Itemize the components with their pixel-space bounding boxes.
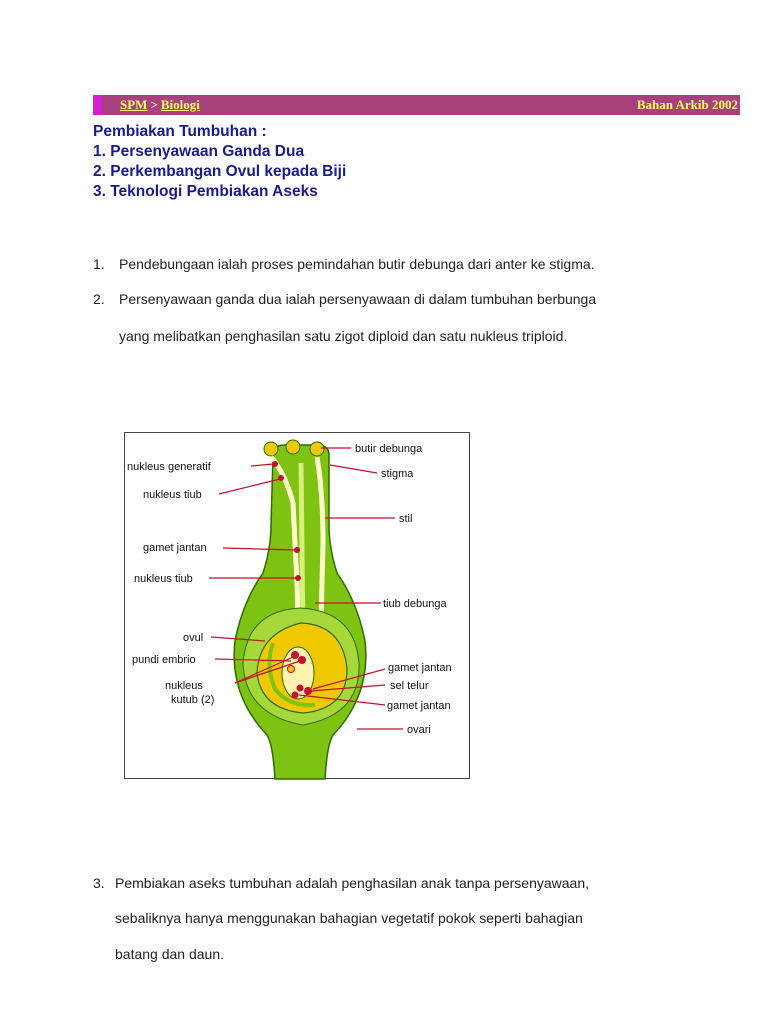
list-item-3-continued-2: batang dan daun.	[115, 946, 224, 962]
label-nukleus-tiub-1: nukleus tiub	[143, 489, 202, 501]
label-nukleus-tiub-2: nukleus tiub	[134, 573, 193, 585]
label-ovari: ovari	[407, 724, 431, 736]
breadcrumb-link-biologi[interactable]: Biologi	[160, 97, 200, 112]
polar-nucleus	[298, 656, 306, 664]
pistil-diagram	[124, 432, 470, 779]
list-item-text: Pembiakan aseks tumbuhan adalah penghasilan anak tanpa persenyawaan,	[115, 875, 590, 891]
male-gamete	[292, 692, 299, 699]
archive-label: Bahan Arkib 2002	[636, 97, 738, 112]
title-line-1: Pembiakan Tumbuhan :	[93, 123, 267, 140]
list-item-number: 1.	[93, 256, 105, 272]
label-butir-debunga: butir debunga	[355, 443, 423, 455]
label-nukleus-generatif: nukleus generatif	[127, 461, 211, 473]
synergid	[288, 666, 295, 673]
label-stil: stil	[399, 513, 413, 525]
pollen-grain	[264, 442, 278, 456]
label-sel-telur: sel telur	[390, 680, 429, 692]
pistil-diagram-svg	[125, 433, 471, 780]
list-item-number: 3.	[93, 875, 105, 891]
label-tiub-debunga: tiub debunga	[383, 598, 447, 610]
breadcrumb-accent	[93, 95, 102, 115]
label-kutub: kutub (2)	[171, 694, 215, 706]
list-item-3-continued: sebaliknya hanya menggunakan bahagian vegetatif pokok seperti bahagian	[115, 910, 583, 926]
title-line-3: 2. Perkembangan Ovul kepada Biji	[93, 163, 347, 180]
breadcrumb-link-spm[interactable]: SPM	[120, 97, 148, 112]
label-gamet-jantan-3: gamet jantan	[387, 700, 451, 712]
page-title	[93, 122, 346, 202]
pollen-grain	[310, 442, 324, 456]
breadcrumb-bar	[93, 95, 740, 115]
list-item-number: 2.	[93, 291, 105, 307]
list-item-text: Pendebungaan ialah proses pemindahan butir debunga dari anter ke stigma.	[119, 256, 595, 272]
label-ovul: ovul	[183, 632, 204, 644]
male-gamete	[297, 685, 304, 692]
pollen-grain	[286, 440, 300, 454]
label-gamet-jantan-2: gamet jantan	[388, 662, 452, 674]
label-pundi-embrio: pundi embrio	[132, 654, 196, 666]
list-item-2-continued: yang melibatkan penghasilan satu zigot diploid dan satu nukleus triploid.	[119, 328, 568, 344]
title-line-4: 3. Teknologi Pembiakan Aseks	[93, 183, 318, 200]
breadcrumb-separator: >	[150, 97, 158, 112]
title-line-2: 1. Persenyawaan Ganda Dua	[93, 143, 305, 160]
list-item-text: Persenyawaan ganda dua ialah persenyawaan di dalam tumbuhan berbunga	[119, 291, 597, 307]
label-stigma: stigma	[381, 468, 414, 480]
label-gamet-jantan-1: gamet jantan	[143, 542, 207, 554]
egg-cell	[304, 687, 312, 695]
breadcrumb	[120, 97, 200, 113]
tube-nucleus	[278, 475, 284, 481]
label-nukleus: nukleus	[165, 680, 203, 692]
